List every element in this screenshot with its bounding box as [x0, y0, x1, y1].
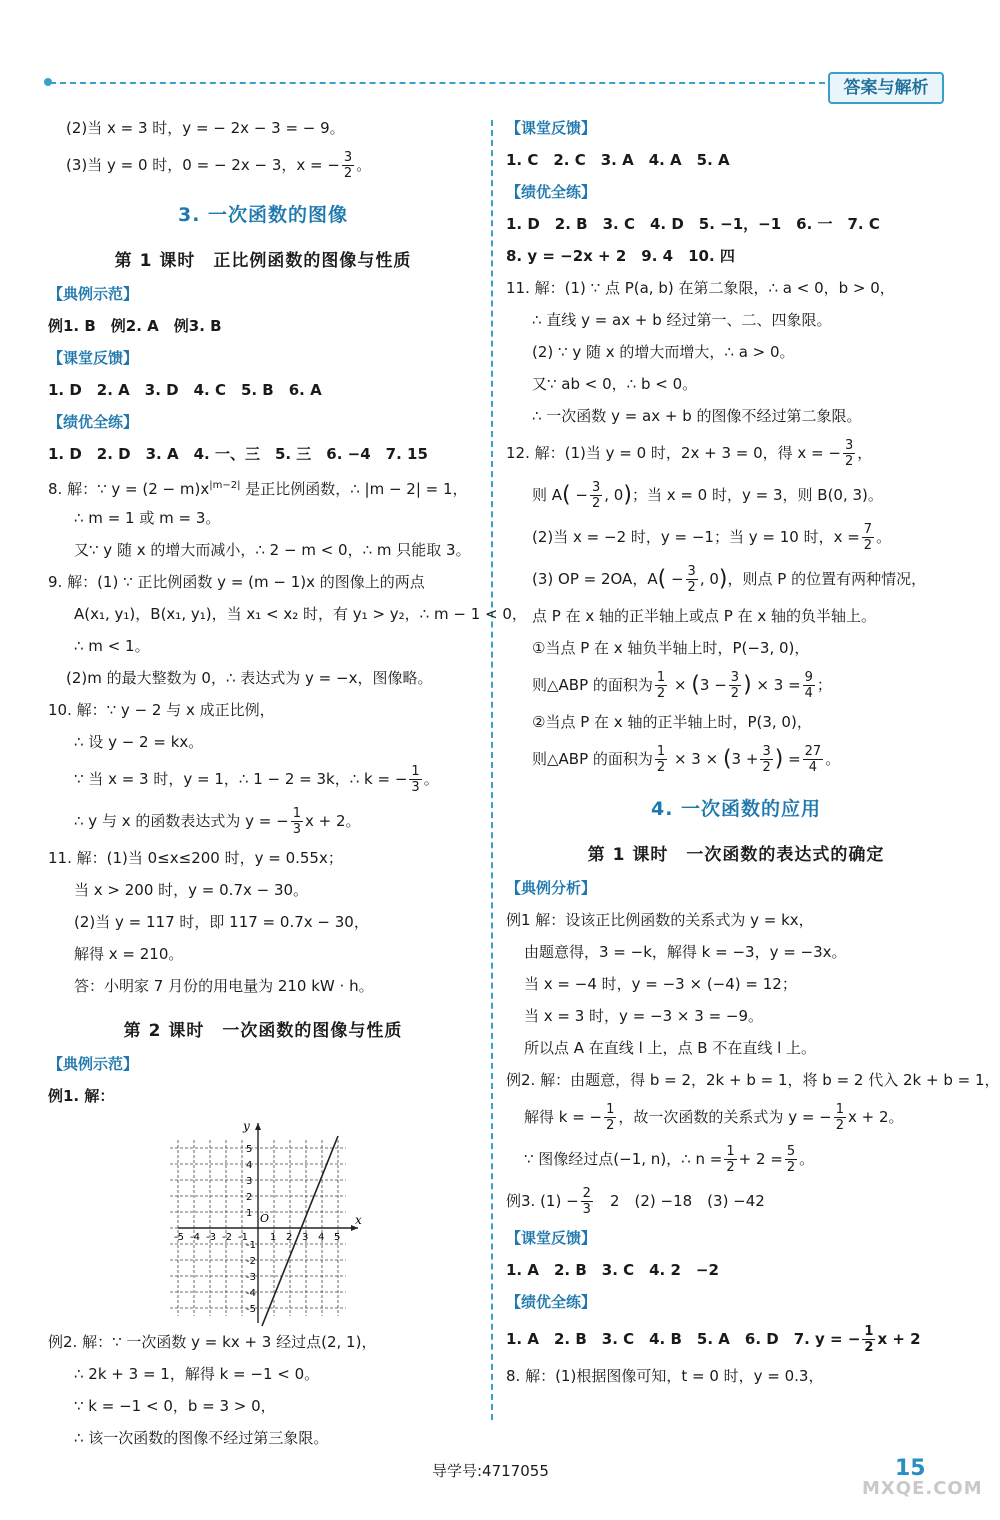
text-line: 答：小明家 7 月份的用电量为 210 kW · h。 [74, 977, 374, 995]
page-number: 15 [895, 1456, 926, 1481]
text-line: (2)m 的最大整数为 0，∴ 表达式为 y = −x，图像略。 [66, 669, 433, 687]
answer-line: 8. y = −2x + 2 9. 4 10. 四 [506, 247, 735, 265]
text-line: ∴ m < 1。 [74, 637, 150, 655]
text-line: 则 A( − $\frac{3}{2}$ , 0)；当 x = 0 时，y = 3，则 B(0, 3)。 [532, 480, 883, 511]
watermark-logo: MXQE.COM [862, 1478, 983, 1499]
fraction: $\frac{9}{4}$ [804, 670, 813, 701]
header-rule [50, 82, 825, 84]
text-line: 例2. 解：∵ 一次函数 y = kx + 3 经过点(2, 1)， [48, 1333, 377, 1351]
tick-label: -4 [190, 1232, 200, 1243]
tick-label: -4 [246, 1288, 256, 1299]
lesson-title: 第 2 课时 一次函数的图像与性质 [123, 1021, 403, 1041]
graph-ticks [174, 1144, 340, 1315]
answer-line: 例1. B 例2. A 例3. B [48, 317, 222, 335]
right-column [506, 118, 1000, 1398]
text-line: ∴ 该一次函数的图像不经过第三象限。 [74, 1429, 329, 1447]
text-line: 当 x = 3 时，y = −3 × 3 = −9。 [524, 1007, 764, 1025]
lesson-title: 第 1 课时 一次函数的表达式的确定 [587, 845, 885, 865]
fraction: $\frac{3}{2}$ [730, 670, 740, 701]
origin-label: O [260, 1212, 270, 1225]
text-line: 9. 解：(1) ∵ 正比例函数 y = (m − 1)x 的图像上的两点 [48, 573, 425, 591]
answer-line: 1. D 2. A 3. D 4. C 5. B 6. A [48, 381, 322, 399]
fraction: $\frac{3}{2}$ [844, 438, 854, 469]
text-line: (2)当 y = 117 时，即 117 = 0.7x − 30， [74, 913, 369, 931]
fraction: $\frac{3}{2}$ [687, 564, 696, 595]
text-line: 11. 解：(1) ∵ 点 P(a, b) 在第二象限，∴ a < 0，b > 0， [506, 279, 895, 297]
tick-label: -1 [246, 1240, 256, 1251]
text-line: 则△ABP 的面积为 $\frac{1}{2}$ × 3 × (3 + $\frac{3}{2}$ ) = $\frac{27}{4}$ 。 [532, 744, 841, 775]
tick-label: 4 [318, 1232, 325, 1243]
fraction: $\frac{1}{2}$ [606, 1102, 615, 1133]
tick-label: 3 [246, 1176, 253, 1187]
fraction: $\frac{7}{2}$ [863, 522, 873, 553]
fraction: $\frac{1}{2}$ [835, 1102, 845, 1133]
answer-line: 1. A 2. B 3. C 4. 2 −2 [506, 1261, 719, 1279]
column-divider [491, 120, 493, 1420]
tick-label: 4 [246, 1160, 253, 1171]
tick-label: 2 [246, 1192, 253, 1203]
answer-line: 1. C 2. C 3. A 4. A 5. A [506, 151, 730, 169]
header-tag: 答案与解析 [828, 72, 944, 104]
text-line: A(x₁, y₁)，B(x₁, y₁)，当 x₁ < x₂ 时，有 y₁ > y₂，∴ m − 1 < 0， [74, 605, 527, 623]
tick-label: 3 [302, 1232, 309, 1243]
tick-label: -1 [238, 1232, 248, 1243]
text-line: ∴ 一次函数 y = ax + b 的图像不经过第二象限。 [532, 407, 862, 425]
function-graph [48, 1118, 478, 1332]
fraction: $\frac{3}{2}$ [343, 150, 353, 181]
left-column [48, 118, 527, 1460]
fraction: $\frac{1}{3}$ [292, 806, 301, 837]
graph-svg [168, 1118, 368, 1328]
text-line: 例1 解：设该正比例函数的关系式为 y = kx， [506, 911, 814, 929]
text-line: 12. 解：(1)当 y = 0 时，2x + 3 = 0，得 x = − $\frac{3}{2}$ ， [506, 438, 873, 469]
section-tag: 【绩优全练】 [506, 183, 597, 201]
tick-label: 1 [270, 1232, 277, 1243]
section-tag: 【绩优全练】 [506, 1293, 597, 1311]
x-axis-label: x [355, 1213, 362, 1227]
text-line: ①当点 P 在 x 轴负半轴上时，P(−3, 0)， [532, 639, 810, 657]
section-tag: 【课堂反馈】 [48, 349, 139, 367]
section-title: 3. 一次函数的图像 [177, 204, 349, 226]
fraction: $\frac{1}{2}$ [656, 670, 666, 701]
answer-line: 1. D 2. D 3. A 4. 一、三 5. 三 6. −4 7. 15 [48, 445, 428, 463]
answer-line: 1. D 2. B 3. C 4. D 5. −1，−1 6. 一 7. C [506, 215, 880, 233]
text-line: 当 x = −4 时，y = −3 × (−4) = 12； [524, 975, 797, 993]
text-line: ∵ 图像经过点(−1, n)，∴ n = $\frac{1}{2}$ + 2 = $\frac{5}{2}$ 。 [524, 1144, 815, 1175]
answer-line: 1. A 2. B 3. C 4. B 5. A 6. D 7. y = − $\frac{1}{2}$ x + 2 [506, 1324, 921, 1355]
text-line: 8. 解：∵ $y = (2 - m)x^{|m-2|}$ 是正比例函数，∴ |m − 2| = 1， [48, 480, 468, 498]
text-line: 10. 解：∵ y − 2 与 x 成正比例， [48, 701, 275, 719]
text-line: 点 P 在 x 轴的正半轴上或点 P 在 x 轴的负半轴上。 [532, 607, 876, 625]
text-line: ②当点 P 在 x 轴的正半轴上时，P(3, 0)， [532, 713, 812, 731]
text-line: 解得 x = 210。 [74, 945, 184, 963]
text-line: 例2. 解：由题意，得 b = 2，2k + b = 1，将 b = 2 代入 2k + b = 1， [506, 1071, 1000, 1089]
fraction: $\frac{3}{2}$ [591, 480, 601, 511]
fraction: $\frac{27}{4}$ [804, 744, 822, 775]
tick-label: -2 [222, 1232, 232, 1243]
fraction: $\frac{1}{3}$ [411, 764, 420, 795]
tick-label: -5 [174, 1232, 184, 1243]
section-tag: 【典例分析】 [506, 879, 597, 897]
text-line: ∵ k = −1 < 0，b = 3 > 0， [74, 1397, 276, 1415]
fraction: $\frac{3}{2}$ [762, 744, 771, 775]
text-line: 例3. (1) − $\frac{2}{3}$ 2 (2) −18 (3) −42 [506, 1186, 765, 1217]
text-line: (3) OP = 2OA，A( − $\frac{3}{2}$ , 0)，则点 P 的位置有两种情况， [532, 564, 927, 595]
fraction: $\frac{1}{2}$ [656, 744, 666, 775]
y-axis-label: y [243, 1119, 250, 1133]
text-line: 由题意得，3 = −k，解得 k = −3，y = −3x。 [524, 943, 847, 961]
section-tag: 【典例示范】 [48, 285, 139, 303]
text-line: ∴ y 与 x 的函数表达式为 y = − $\frac{1}{3}$ x + 2。 [74, 806, 361, 837]
text-line: 所以点 A 在直线 l 上，点 B 不在直线 l 上。 [524, 1039, 817, 1057]
y-axis-arrow [255, 1123, 261, 1130]
section-title: 4. 一次函数的应用 [650, 798, 822, 820]
function-line [262, 1136, 341, 1326]
fraction: $\frac{5}{2}$ [786, 1144, 796, 1175]
text-line: 例1. 解： [48, 1087, 115, 1105]
fraction: $\frac{1}{2}$ [864, 1324, 874, 1355]
guide-number: 导学号:4717055 [432, 1462, 549, 1480]
section-tag: 【课堂反馈】 [506, 119, 597, 137]
text-line: (2)当 x = −2 时，y = −1；当 y = 10 时，x = $\frac{7}{2}$ 。 [532, 522, 892, 553]
tick-label: -3 [246, 1272, 256, 1283]
tick-label: -2 [246, 1256, 256, 1267]
tick-label: 1 [246, 1208, 253, 1219]
section-tag: 【绩优全练】 [48, 413, 139, 431]
lesson-title: 第 1 课时 正比例函数的图像与性质 [114, 251, 412, 271]
text-line: 解得 k = − $\frac{1}{2}$ ，故一次函数的关系式为 y = − $\frac{1}{2}$ x + 2。 [524, 1102, 904, 1133]
tick-label: 2 [286, 1232, 293, 1243]
tick-label: 5 [334, 1232, 341, 1243]
text-line: ∴ m = 1 或 m = 3。 [74, 509, 221, 527]
tick-label: -3 [206, 1232, 216, 1243]
text-line: 8. 解：(1)根据图像可知，t = 0 时，y = 0.3， [506, 1367, 824, 1385]
text-line: (2)当 x = 3 时，y = − 2x − 3 = − 9。 [66, 119, 345, 137]
text-line: ∴ 设 y − 2 = kx。 [74, 733, 204, 751]
section-tag: 【课堂反馈】 [506, 1229, 597, 1247]
text-line: ∴ 直线 y = ax + b 经过第一、二、四象限。 [532, 311, 832, 329]
text-line: 又∵ y 随 x 的增大而减小，∴ 2 − m < 0，∴ m 只能取 3。 [74, 541, 471, 559]
text-line: ∵ 当 x = 3 时，y = 1，∴ 1 − 2 = 3k，∴ k = − $\frac{1}{3}$ 。 [74, 764, 439, 795]
text-line: (3)当 y = 0 时，0 = − 2x − 3，x = − $\frac{3}{2}$ 。 [66, 150, 372, 181]
tick-label: -5 [246, 1304, 256, 1315]
fraction: $\frac{2}{3}$ [582, 1186, 591, 1217]
section-tag: 【典例示范】 [48, 1055, 139, 1073]
fraction: $\frac{1}{2}$ [726, 1144, 735, 1175]
text-line: 11. 解：(1)当 0≤x≤200 时，y = 0.55x； [48, 849, 343, 867]
text-line: 又∵ ab < 0，∴ b < 0。 [532, 375, 698, 393]
text-line: 则△ABP 的面积为 $\frac{1}{2}$ × (3 − $\frac{3}{2}$ ) × 3 = $\frac{9}{4}$ ； [532, 670, 832, 701]
text-line: 当 x > 200 时，y = 0.7x − 30。 [74, 881, 309, 899]
text-line: (2) ∵ y 随 x 的增大而增大，∴ a > 0。 [532, 343, 795, 361]
text-line: ∴ 2k + 3 = 1，解得 k = −1 < 0。 [74, 1365, 320, 1383]
tick-label: 5 [246, 1144, 253, 1155]
